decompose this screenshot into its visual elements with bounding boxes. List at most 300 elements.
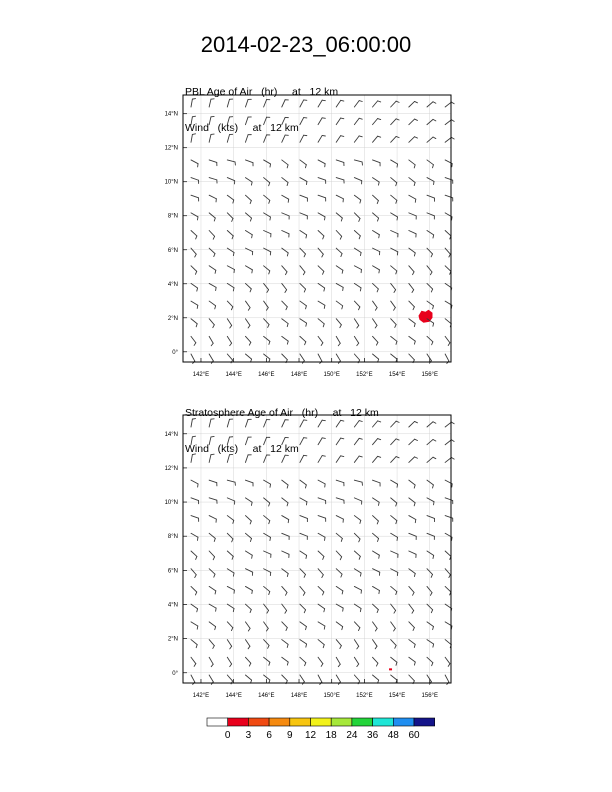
wind-barb (282, 455, 289, 462)
wind-barb-shaft (336, 438, 340, 445)
wind-barb (264, 231, 271, 237)
wind-barb (409, 336, 415, 344)
wind-barb-shaft (300, 569, 306, 575)
wind-barb (300, 420, 307, 427)
wind-barb-shaft (318, 551, 324, 556)
wind-barb (336, 213, 342, 221)
wind-barb-flag (360, 200, 361, 203)
wind-barb-shaft (336, 604, 343, 608)
wind-barb-flag (232, 556, 233, 559)
wind-barb-flag (321, 343, 323, 346)
wind-barb-flag (195, 575, 197, 578)
wind-barb-flag (270, 484, 271, 487)
wind-barb-shaft (191, 437, 192, 445)
wind-barb (409, 266, 414, 275)
wind-barb-shaft (409, 480, 415, 485)
wind-barb-shaft (409, 248, 415, 253)
wind-barb-flag (267, 290, 269, 293)
wind-barb-shaft (336, 266, 343, 270)
wind-barb-shaft (373, 657, 378, 663)
wind-barb-shaft (191, 569, 196, 575)
wind-barb (245, 551, 252, 558)
wind-barb (227, 319, 231, 328)
wind-barb (336, 248, 342, 256)
wind-barb-shaft (300, 283, 306, 289)
wind-barb-shaft (300, 266, 305, 272)
wind-barb (409, 604, 414, 613)
wind-barb-shaft (209, 604, 216, 608)
colorbar-swatch (207, 718, 228, 726)
wind-barb-shaft (427, 675, 431, 682)
x-tick-label: 156°E (421, 693, 438, 699)
wind-barb (373, 569, 380, 576)
wind-barb-flag (359, 136, 362, 137)
wind-barb-flag (433, 165, 434, 168)
wind-barb (191, 604, 198, 612)
wind-barb (336, 420, 344, 427)
wind-barb-shaft (391, 101, 396, 107)
wind-barb-flag (306, 644, 307, 647)
wind-barb (318, 586, 324, 595)
wind-barb-flag (396, 421, 399, 422)
wind-barb-shaft (282, 266, 287, 272)
wind-barb-shaft (245, 419, 248, 427)
wind-barb-shaft (354, 604, 361, 608)
wind-barb-flag (360, 609, 361, 612)
wind-barb-flag (287, 662, 288, 665)
wind-barb-shaft (245, 604, 251, 609)
wind-barb-shaft (264, 178, 270, 183)
wind-barb-flag (248, 308, 250, 311)
wind-barb-flag (341, 538, 342, 541)
wind-barb-shaft (264, 604, 269, 610)
wind-barb-flag (286, 307, 287, 310)
wind-barb-flag (433, 457, 436, 459)
wind-barb (191, 498, 199, 504)
wind-barb-shaft (445, 422, 451, 427)
wind-barb (191, 195, 199, 201)
map-panel-2 (165, 415, 455, 699)
wind-barb-shaft (427, 178, 434, 182)
wind-barb-flag (305, 165, 306, 168)
wind-barb-shaft (391, 675, 397, 680)
wind-barb (354, 480, 362, 485)
wind-barb-flag (433, 485, 434, 488)
wind-barb-shaft (300, 319, 307, 323)
wind-barb-flag (196, 324, 197, 327)
wind-barb-shaft (191, 480, 198, 484)
wind-barb (373, 533, 379, 541)
wind-barb-shaft (227, 419, 229, 427)
wind-barb (209, 134, 214, 142)
wind-barb (300, 480, 306, 488)
x-tick-label: 144°E (225, 693, 242, 699)
wind-barb (300, 438, 307, 445)
wind-barb-shaft (409, 569, 415, 574)
wind-barb-shaft (354, 336, 358, 343)
wind-barb (373, 516, 379, 524)
wind-barb-shaft (409, 675, 415, 681)
wind-barb (191, 213, 198, 220)
wind-barb (391, 354, 397, 362)
wind-barb-shaft (445, 569, 450, 575)
wind-barb-flag (396, 136, 399, 137)
wind-barb-shaft (354, 456, 359, 462)
wind-barb-shaft (409, 213, 416, 216)
wind-barb (191, 640, 197, 648)
wind-barb-shaft (191, 336, 196, 342)
wind-barb (227, 437, 232, 445)
wind-barb (373, 675, 379, 683)
wind-barb-shaft (227, 99, 229, 107)
x-tick-label: 156°E (421, 372, 438, 378)
wind-barb-flag (359, 556, 360, 559)
wind-barb (209, 160, 217, 166)
wind-barb (264, 551, 271, 557)
wind-barb-flag (338, 343, 340, 345)
wind-barb (209, 213, 215, 221)
wind-barb-shaft (391, 457, 396, 463)
wind-barb-flag (285, 290, 287, 293)
wind-barb (191, 266, 197, 275)
wind-barb-flag (306, 555, 307, 558)
wind-barb-shaft (282, 533, 289, 536)
wind-barb-flag (433, 555, 434, 558)
wind-barb-shaft (354, 354, 359, 360)
wind-barb-shaft (318, 480, 325, 484)
wind-barb (245, 213, 251, 221)
wind-barb-shaft (354, 421, 359, 427)
wind-barb (227, 336, 231, 345)
wind-barb (245, 117, 251, 125)
wind-barb (373, 421, 381, 427)
wind-barb-flag (196, 236, 197, 239)
wind-barb-flag (197, 305, 198, 308)
wind-barb-shaft (282, 437, 285, 444)
wind-barb-flag (341, 118, 344, 119)
wind-barb-shaft (300, 195, 307, 198)
wind-barb-shaft (318, 420, 322, 427)
wind-barb (409, 622, 415, 631)
wind-barb-shaft (282, 640, 288, 645)
wind-barb-shaft (227, 480, 235, 482)
wind-barb-flag (215, 627, 216, 630)
wind-barb (282, 266, 287, 275)
wind-barb (354, 178, 361, 184)
wind-barb-flag (304, 254, 305, 257)
wind-barb-flag (359, 218, 360, 221)
wind-barb-shaft (409, 640, 415, 645)
wind-barb-shaft (300, 604, 306, 610)
wind-barb-flag (323, 324, 324, 327)
wind-barb-flag (250, 521, 251, 524)
wind-barb-shaft (445, 586, 451, 592)
wind-barb-shaft (318, 354, 322, 361)
wind-barb-flag (233, 609, 234, 612)
wind-barb (227, 266, 234, 273)
wind-barb (191, 480, 198, 487)
wind-barb (427, 213, 434, 219)
wind-barb-flag (433, 235, 434, 238)
wind-barb (354, 231, 360, 239)
wind-barb-shaft (427, 119, 433, 124)
wind-barb-shaft (282, 248, 288, 253)
wind-barb-flag (397, 484, 398, 487)
wind-barb (336, 136, 344, 143)
wind-barb-shaft (264, 213, 271, 217)
wind-barb (391, 195, 397, 203)
wind-barb-flag (430, 593, 432, 596)
wind-barb-flag (452, 537, 453, 540)
wind-barb (373, 551, 380, 558)
wind-barb (300, 569, 306, 578)
wind-barb (227, 160, 235, 165)
wind-barb (318, 640, 324, 648)
wind-barb-shaft (191, 248, 196, 254)
wind-barb (264, 213, 271, 220)
wind-barb-shaft (264, 283, 269, 289)
wind-barb (318, 569, 323, 578)
wind-barb-shaft (427, 195, 434, 198)
wind-barb-flag (340, 557, 341, 560)
wind-barb-shaft (209, 569, 215, 574)
wind-barb-flag (211, 664, 213, 666)
y-tick-label: 4°N (167, 602, 178, 609)
wind-barb (354, 421, 362, 427)
wind-barb-flag (248, 646, 250, 649)
wind-barb (391, 283, 396, 292)
wind-barb-shaft (391, 248, 398, 252)
wind-barb-flag (433, 627, 434, 630)
wind-barb (191, 516, 199, 522)
wind-barb (245, 569, 252, 576)
wind-barb-shaft (245, 586, 252, 590)
wind-barb-shaft (373, 675, 379, 680)
wind-barb (264, 455, 270, 462)
wind-barb (373, 195, 379, 203)
wind-barb (282, 640, 288, 648)
colorbar-swatch (248, 718, 269, 726)
wind-barb (391, 213, 398, 220)
wind-barb-flag (433, 323, 434, 326)
wind-barb-shaft (209, 248, 215, 253)
wind-barb (245, 135, 251, 143)
wind-barb-shaft (409, 119, 415, 125)
wind-barb-flag (196, 645, 197, 648)
wind-barb-shaft (354, 586, 361, 590)
wind-barb-flag (269, 662, 270, 665)
wind-barb-shaft (300, 498, 307, 502)
wind-barb-shaft (191, 134, 192, 142)
wind-barb-flag (269, 503, 270, 506)
wind-barb (354, 266, 361, 273)
wind-barb (354, 438, 362, 444)
wind-barb (409, 354, 415, 363)
y-tick-label: 2°N (167, 315, 178, 322)
wind-barb (354, 498, 361, 504)
wind-barb (209, 266, 216, 274)
wind-barb-shaft (209, 160, 217, 162)
wind-barb-shaft (282, 420, 285, 427)
wind-barb-flag (341, 438, 344, 439)
wind-barb-shaft (373, 640, 378, 647)
wind-barb-flag (377, 201, 378, 204)
wind-barb (445, 319, 451, 327)
wind-barb-flag (357, 646, 359, 649)
wind-barb (373, 136, 381, 142)
wind-barb-flag (286, 628, 287, 631)
wind-barb-shaft (191, 455, 192, 463)
wind-barb-shaft (445, 248, 450, 254)
wind-barb-shaft (318, 195, 326, 198)
wind-barb (318, 533, 325, 540)
wind-barb (373, 640, 378, 649)
wind-barb-flag (232, 539, 233, 542)
wind-barb-shaft (354, 160, 362, 162)
wind-barb-shaft (245, 336, 250, 342)
wind-barb-shaft (227, 160, 235, 162)
wind-barb (427, 266, 432, 275)
wind-barb (209, 116, 214, 124)
wind-barb-shaft (282, 336, 288, 341)
wind-barb-shaft (300, 160, 306, 165)
wind-barb-shaft (427, 160, 433, 165)
wind-barb-flag (323, 645, 324, 648)
wind-barb-flag (230, 664, 232, 667)
wind-barb-shaft (391, 354, 397, 359)
wind-barb-shaft (300, 657, 306, 662)
colorbar-label: 0 (224, 730, 231, 741)
wind-barb-flag (359, 438, 362, 439)
wind-barb (227, 99, 232, 107)
wind-barb-shaft (354, 248, 361, 252)
wind-barb-shaft (373, 604, 379, 609)
wind-barb-flag (359, 101, 362, 102)
wind-barb-shaft (191, 99, 192, 107)
wind-barb-shaft (209, 319, 214, 325)
wind-barb (373, 101, 381, 107)
wind-barb (300, 135, 307, 142)
wind-barb-shaft (264, 231, 271, 234)
wind-barb (354, 622, 360, 631)
wind-barb-flag (323, 556, 324, 559)
wind-barb (209, 480, 217, 486)
wind-barb (318, 657, 323, 666)
wind-barb (300, 319, 307, 327)
wind-barb-shaft (373, 498, 380, 502)
wind-barb-flag (433, 102, 436, 104)
wind-barb-shaft (336, 336, 340, 343)
wind-barb-flag (451, 458, 454, 460)
wind-barb (282, 283, 287, 292)
wind-barb-shaft (336, 136, 340, 143)
wind-barb-shaft (373, 354, 379, 359)
wind-barb-shaft (373, 266, 380, 270)
wind-barb (354, 456, 362, 462)
wind-barb-shaft (191, 283, 198, 288)
wind-barb (245, 455, 251, 463)
wind-barb (391, 657, 397, 665)
wind-barb (191, 454, 196, 462)
wind-barb-shaft (227, 354, 232, 360)
wind-barb-flag (431, 610, 432, 613)
wind-barb (409, 480, 415, 488)
wind-barb-shaft (391, 640, 396, 646)
wind-barb-flag (396, 457, 399, 458)
wind-barb-flag (432, 663, 433, 666)
wind-barb-flag (360, 252, 361, 255)
wind-barb-flag (378, 101, 381, 102)
wind-barb-flag (248, 325, 250, 328)
wind-barb (227, 134, 232, 142)
wind-barb-shaft (300, 420, 304, 427)
wind-barb-shaft (282, 480, 288, 485)
wind-barb-shaft (209, 336, 213, 343)
wind-barb-shaft (245, 231, 252, 235)
wind-barb (209, 301, 215, 309)
wind-barb (300, 266, 305, 275)
wind-barb-shaft (427, 480, 433, 485)
wind-barb-shaft (391, 160, 398, 164)
wind-barb-shaft (227, 455, 229, 463)
wind-barb (318, 283, 325, 291)
wind-barb-flag (375, 308, 377, 311)
wind-barb-shaft (354, 516, 360, 521)
wind-barb-shaft (391, 516, 397, 521)
wind-barb-flag (415, 137, 418, 138)
wind-barb-shaft (282, 455, 285, 462)
wind-barb-shaft (282, 551, 289, 554)
wind-barb-shaft (227, 231, 233, 236)
wind-barb (427, 102, 436, 107)
x-tick-label: 152°E (356, 693, 373, 699)
wind-barb (373, 160, 381, 166)
wind-barb-shaft (391, 604, 396, 610)
wind-barb-shaft (300, 135, 304, 142)
wind-barb-shaft (209, 622, 215, 627)
wind-barb-shaft (318, 622, 325, 626)
wind-barb-flag (286, 272, 288, 275)
wind-barb (300, 301, 306, 309)
wind-barb (427, 422, 436, 427)
wind-barb (209, 533, 215, 541)
wind-barb-flag (378, 502, 379, 505)
wind-barb-field (191, 99, 454, 364)
wind-barb (354, 551, 360, 559)
wind-barb (318, 480, 325, 487)
wind-barb (300, 586, 305, 595)
wind-barb-shaft (373, 136, 378, 142)
wind-barb-shaft (318, 604, 325, 609)
wind-barb-flag (305, 663, 306, 666)
wind-barb-shaft (227, 551, 233, 556)
wind-barb-shaft (354, 266, 361, 270)
wind-barb (445, 195, 453, 201)
wind-barb (336, 283, 343, 290)
wind-barb (245, 266, 252, 273)
wind-barb-shaft (300, 100, 304, 107)
wind-barb-shaft (354, 438, 359, 444)
wind-barb (245, 354, 251, 362)
wind-barb-flag (192, 116, 195, 117)
colorbar-swatch (373, 718, 394, 726)
wind-barb (282, 160, 288, 168)
wind-barb-flag (395, 325, 396, 328)
wind-barb (300, 604, 306, 613)
wind-barb (373, 213, 379, 221)
wind-barb (354, 319, 358, 328)
wind-barb (191, 622, 198, 629)
